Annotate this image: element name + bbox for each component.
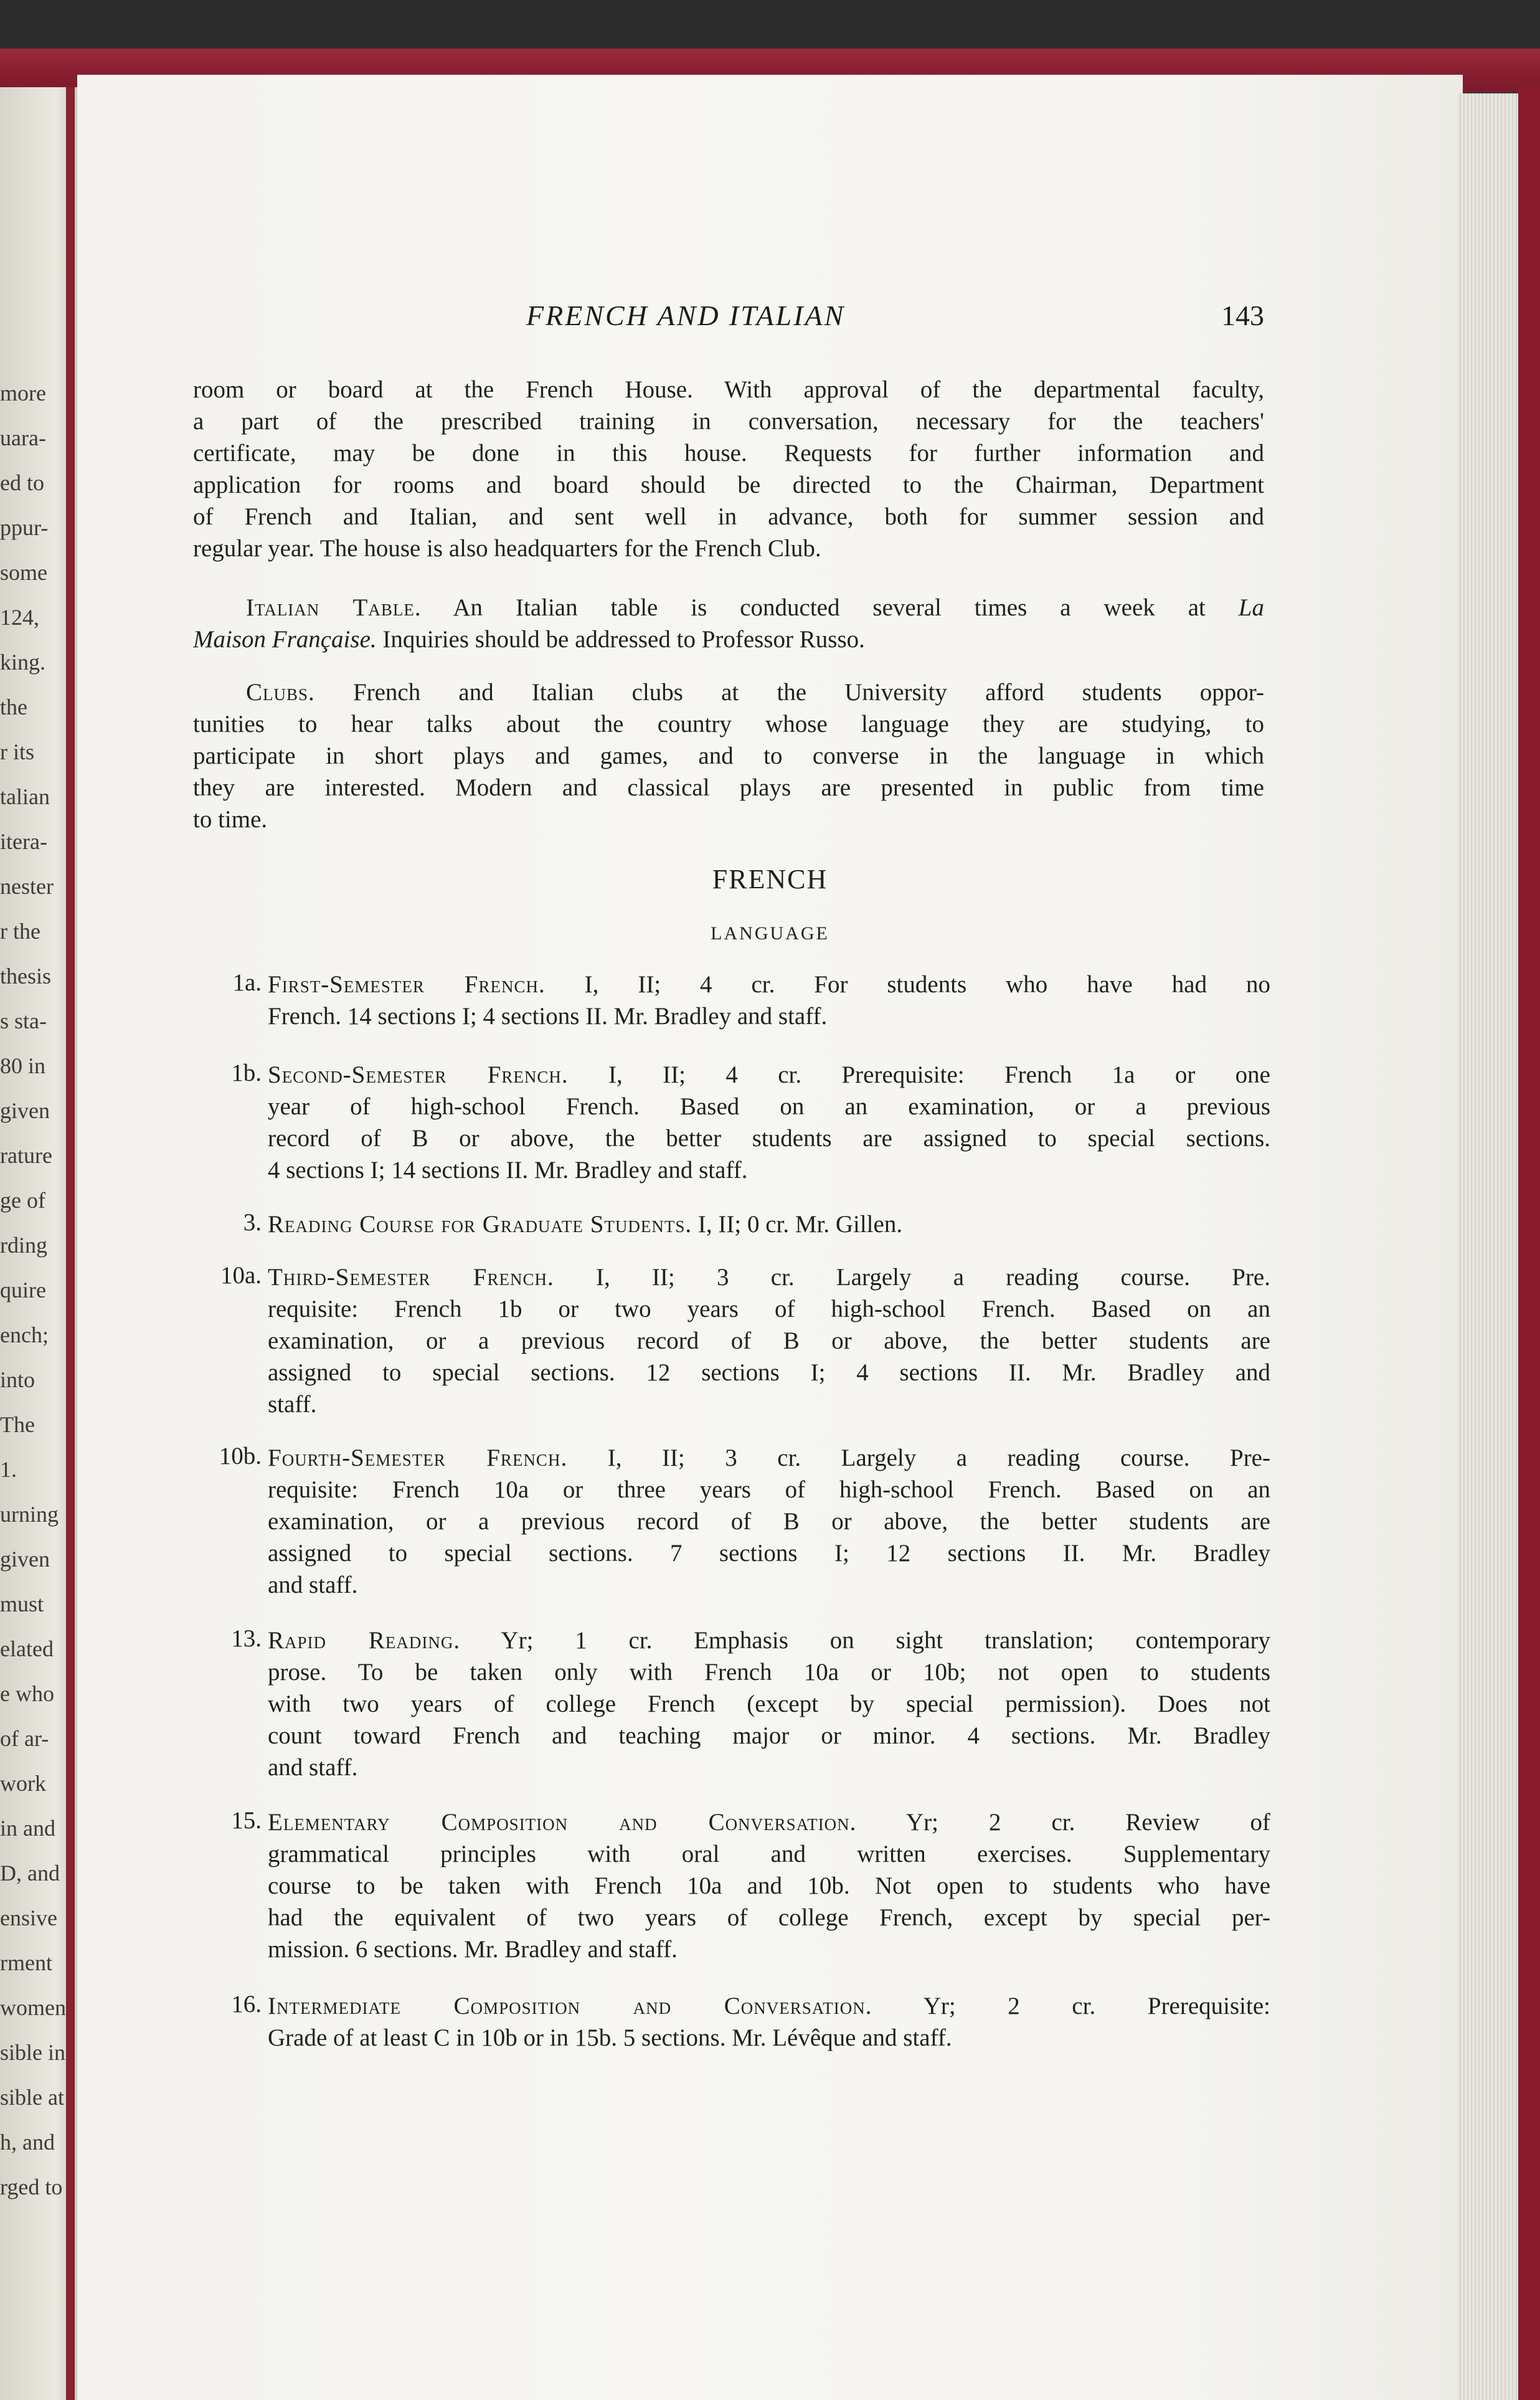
facing-page-fragment: king. bbox=[0, 650, 46, 675]
italian-table-paragraph bbox=[193, 592, 1264, 655]
facing-page-fragment: the bbox=[0, 695, 27, 719]
course-number: 1a. bbox=[232, 969, 262, 996]
text-line: count toward French and teaching major or minor. 4 sections. Mr. Bradley bbox=[268, 1722, 1270, 1749]
facing-page-fragment: sible at bbox=[0, 2085, 64, 2110]
facing-page-fragment: s sta- bbox=[0, 1008, 47, 1033]
text-line: and staff. bbox=[268, 1754, 358, 1781]
text-line: year of high-school French. Based on an examination, or a previous bbox=[268, 1093, 1270, 1120]
clubs-label: Clubs. bbox=[246, 679, 315, 706]
facing-page-fragment: r the bbox=[0, 919, 40, 944]
facing-page-fragment: ed to bbox=[0, 470, 44, 495]
page-stack-edge bbox=[1457, 93, 1519, 2400]
course-title: Third-Semester French. bbox=[268, 1264, 554, 1291]
text-line: prose. To be taken only with French 10a or 10b; not open to students bbox=[268, 1659, 1270, 1686]
text-line: Clubs. French and Italian clubs at the University afford students oppor- bbox=[246, 679, 1264, 706]
page-header bbox=[187, 299, 1277, 343]
facing-page-fragment: elated bbox=[0, 1636, 54, 1661]
text-line: record of B or above, the better students are assigned to special sections. bbox=[268, 1125, 1270, 1152]
facing-page-fragment: 124, bbox=[0, 605, 39, 630]
facing-page-fragment: in and bbox=[0, 1816, 55, 1841]
text-line bbox=[268, 1261, 1270, 1293]
course-title: Second-Semester French. bbox=[268, 1061, 569, 1088]
facing-page-fragment: rding bbox=[0, 1233, 47, 1258]
course-description bbox=[268, 1442, 1270, 1601]
facing-page-fragment: into bbox=[0, 1367, 35, 1392]
text-line bbox=[268, 969, 1270, 1000]
facing-page-fragment: thesis bbox=[0, 964, 52, 989]
facing-page-fragment: rment bbox=[0, 1950, 52, 1975]
facing-page-fragment: ppur- bbox=[0, 515, 49, 540]
text-line: Maison Française. Inquiries should be addressed to Professor Russo. bbox=[193, 626, 865, 653]
course-title: Rapid Reading. bbox=[268, 1627, 461, 1654]
text-line: a part of the prescribed training in conversation, necessary for the teachers' bbox=[193, 408, 1264, 435]
text-line: room or board at the French House. With approval of the departmental faculty, bbox=[193, 376, 1264, 403]
text-line: requisite: French 1b or two years of high-school French. Based on an bbox=[268, 1296, 1270, 1322]
intro-paragraph bbox=[193, 374, 1264, 564]
facing-page-fragment: ensive bbox=[0, 1905, 57, 1930]
running-title: FRENCH AND ITALIAN bbox=[526, 300, 846, 331]
facing-page-fragment: talian bbox=[0, 784, 50, 809]
course-detail: I, II; 4 cr. Prerequisite: French 1a or one bbox=[568, 1061, 1270, 1088]
facing-page-fragment: some bbox=[0, 560, 47, 585]
clubs-paragraph bbox=[193, 676, 1264, 835]
facing-page-fragment: of ar- bbox=[0, 1726, 49, 1751]
facing-page-fragment: given bbox=[0, 1547, 50, 1572]
course-detail: I, II; 3 cr. Largely a reading course. Pre- bbox=[567, 1444, 1270, 1471]
text-line: examination, or a previous record of B or above, the better students are bbox=[268, 1327, 1270, 1354]
text-line: with two years of college French (except by special permission). Does not bbox=[268, 1691, 1270, 1717]
text-line: staff. bbox=[268, 1391, 317, 1418]
course-title: Reading Course for Graduate Students. bbox=[268, 1211, 692, 1238]
text-line: and staff. bbox=[268, 1572, 358, 1598]
course-detail: Yr; 1 cr. Emphasis on sight translation; contemporary bbox=[460, 1627, 1270, 1654]
facing-page-fragment: e who bbox=[0, 1681, 54, 1706]
text-line: requisite: French 10a or three years of high-school French. Based on an bbox=[268, 1476, 1270, 1503]
text-line: regular year. The house is also headquarters for the French Club. bbox=[193, 535, 821, 562]
course-detail: Yr; 2 cr. Review of bbox=[856, 1809, 1270, 1836]
facing-page-fragment: ench; bbox=[0, 1322, 49, 1347]
facing-page-fragment: uara- bbox=[0, 425, 46, 450]
facing-page-fragment: 1. bbox=[0, 1457, 17, 1482]
course-number: 10b. bbox=[219, 1443, 262, 1469]
text-line bbox=[268, 1806, 1270, 1838]
text-line: application for rooms and board should be directed to the Chairman, Department bbox=[193, 472, 1264, 498]
facing-page-fragment: 80 in bbox=[0, 1053, 46, 1078]
course-detail: I, II; 0 cr. Mr. Gillen. bbox=[692, 1211, 903, 1238]
course-description bbox=[268, 1625, 1270, 1783]
course-detail: I, II; 4 cr. For students who have had no bbox=[545, 971, 1270, 998]
facing-page-fragment: women bbox=[0, 1995, 66, 2020]
text-line: grammatical principles with oral and written exercises. Supplementary bbox=[268, 1841, 1270, 1867]
text-line: had the equivalent of two years of college French, except by special per- bbox=[268, 1904, 1270, 1931]
course-number: 13. bbox=[231, 1625, 262, 1652]
course-description bbox=[268, 1990, 1270, 2054]
text-line: of French and Italian, and sent well in advance, both for summer session and bbox=[193, 503, 1264, 530]
facing-page-fragment: sible in bbox=[0, 2040, 65, 2065]
text-line: assigned to special sections. 7 sections I; 12 sections II. Mr. Bradley bbox=[268, 1540, 1270, 1567]
maison-francaise: Maison Française. bbox=[193, 626, 377, 653]
text-line bbox=[268, 1990, 1270, 2022]
text-line: Grade of at least C in 10b or in 15b. 5 sections. Mr. Lévêque and staff. bbox=[268, 2024, 952, 2051]
spine-strip bbox=[66, 87, 75, 2400]
page-number: 143 bbox=[1221, 300, 1264, 331]
facing-page-fragment: more bbox=[0, 381, 46, 406]
facing-page-fragment: urning bbox=[0, 1502, 59, 1527]
course-description bbox=[268, 1059, 1270, 1186]
facing-page-fragment: nester bbox=[0, 874, 54, 899]
facing-page-fragment: The bbox=[0, 1412, 35, 1437]
text-line: mission. 6 sections. Mr. Bradley and staff. bbox=[268, 1936, 678, 1963]
facing-page-fragment: ge of bbox=[0, 1188, 45, 1213]
course-number: 3. bbox=[243, 1209, 262, 1236]
facing-page-fragment: given bbox=[0, 1098, 50, 1123]
text-line: participate in short plays and games, and to converse in the language in which bbox=[193, 742, 1264, 769]
book-cover-edge bbox=[1518, 87, 1540, 2400]
text-line bbox=[268, 1208, 1270, 1240]
course-number: 15. bbox=[231, 1807, 262, 1834]
facing-page-fragment: D, and bbox=[0, 1861, 60, 1885]
course-title: Intermediate Composition and Conversation. bbox=[268, 1993, 872, 2019]
course-number: 16. bbox=[231, 1991, 262, 2018]
facing-page-fragment: h, and bbox=[0, 2130, 55, 2155]
text-line: 4 sections I; 14 sections II. Mr. Bradley and staff. bbox=[268, 1157, 748, 1183]
subsection-heading-language: LANGUAGE bbox=[711, 923, 829, 944]
course-detail: Yr; 2 cr. Prerequisite: bbox=[872, 1993, 1270, 2019]
text-line bbox=[268, 1442, 1270, 1474]
facing-page-fragment: work bbox=[0, 1771, 46, 1796]
course-detail: I, II; 3 cr. Largely a reading course. Pre. bbox=[554, 1264, 1270, 1291]
facing-page-fragment: quire bbox=[0, 1278, 46, 1302]
course-description bbox=[268, 1261, 1270, 1420]
course-title: Elementary Composition and Conversation. bbox=[268, 1809, 857, 1836]
text-line bbox=[268, 1625, 1270, 1656]
text-line: to time. bbox=[193, 806, 268, 833]
text-line: they are interested. Modern and classical plays are presented in public from time bbox=[193, 774, 1264, 801]
scanner-background bbox=[0, 0, 1540, 50]
text-line: French. 14 sections I; 4 sections II. Mr. Bradley and staff. bbox=[268, 1003, 828, 1030]
text-line: Italian Table. An Italian table is conducted several times a week at La bbox=[246, 594, 1264, 621]
facing-page-fragment: rature bbox=[0, 1143, 52, 1168]
text-line: course to be taken with French 10a and 10b. Not open to students who have bbox=[268, 1872, 1270, 1899]
course-number: 1b. bbox=[231, 1060, 262, 1086]
course-title: Fourth-Semester French. bbox=[268, 1444, 568, 1471]
facing-page-fragment: r its bbox=[0, 739, 35, 764]
section-heading-french: FRENCH bbox=[712, 864, 828, 894]
facing-page-fragment: rged to bbox=[0, 2175, 63, 2199]
course-title: First-Semester French. bbox=[268, 971, 546, 998]
text-line: assigned to special sections. 12 sections I; 4 sections II. Mr. Bradley and bbox=[268, 1359, 1270, 1386]
course-description bbox=[268, 1806, 1270, 1965]
text-line: tunities to hear talks about the country whose language they are studying, to bbox=[193, 711, 1264, 738]
course-number: 10a. bbox=[220, 1262, 262, 1289]
text-line bbox=[268, 1059, 1270, 1091]
text-line: examination, or a previous record of B or above, the better students are bbox=[268, 1508, 1270, 1535]
course-description bbox=[268, 969, 1270, 1032]
italian-table-label: Italian Table. bbox=[246, 594, 422, 621]
course-description bbox=[268, 1208, 1270, 1240]
text-line: certificate, may be done in this house. Requests for further information and bbox=[193, 440, 1264, 467]
facing-page-fragment: itera- bbox=[0, 829, 47, 854]
facing-page-fragment: must bbox=[0, 1591, 44, 1616]
